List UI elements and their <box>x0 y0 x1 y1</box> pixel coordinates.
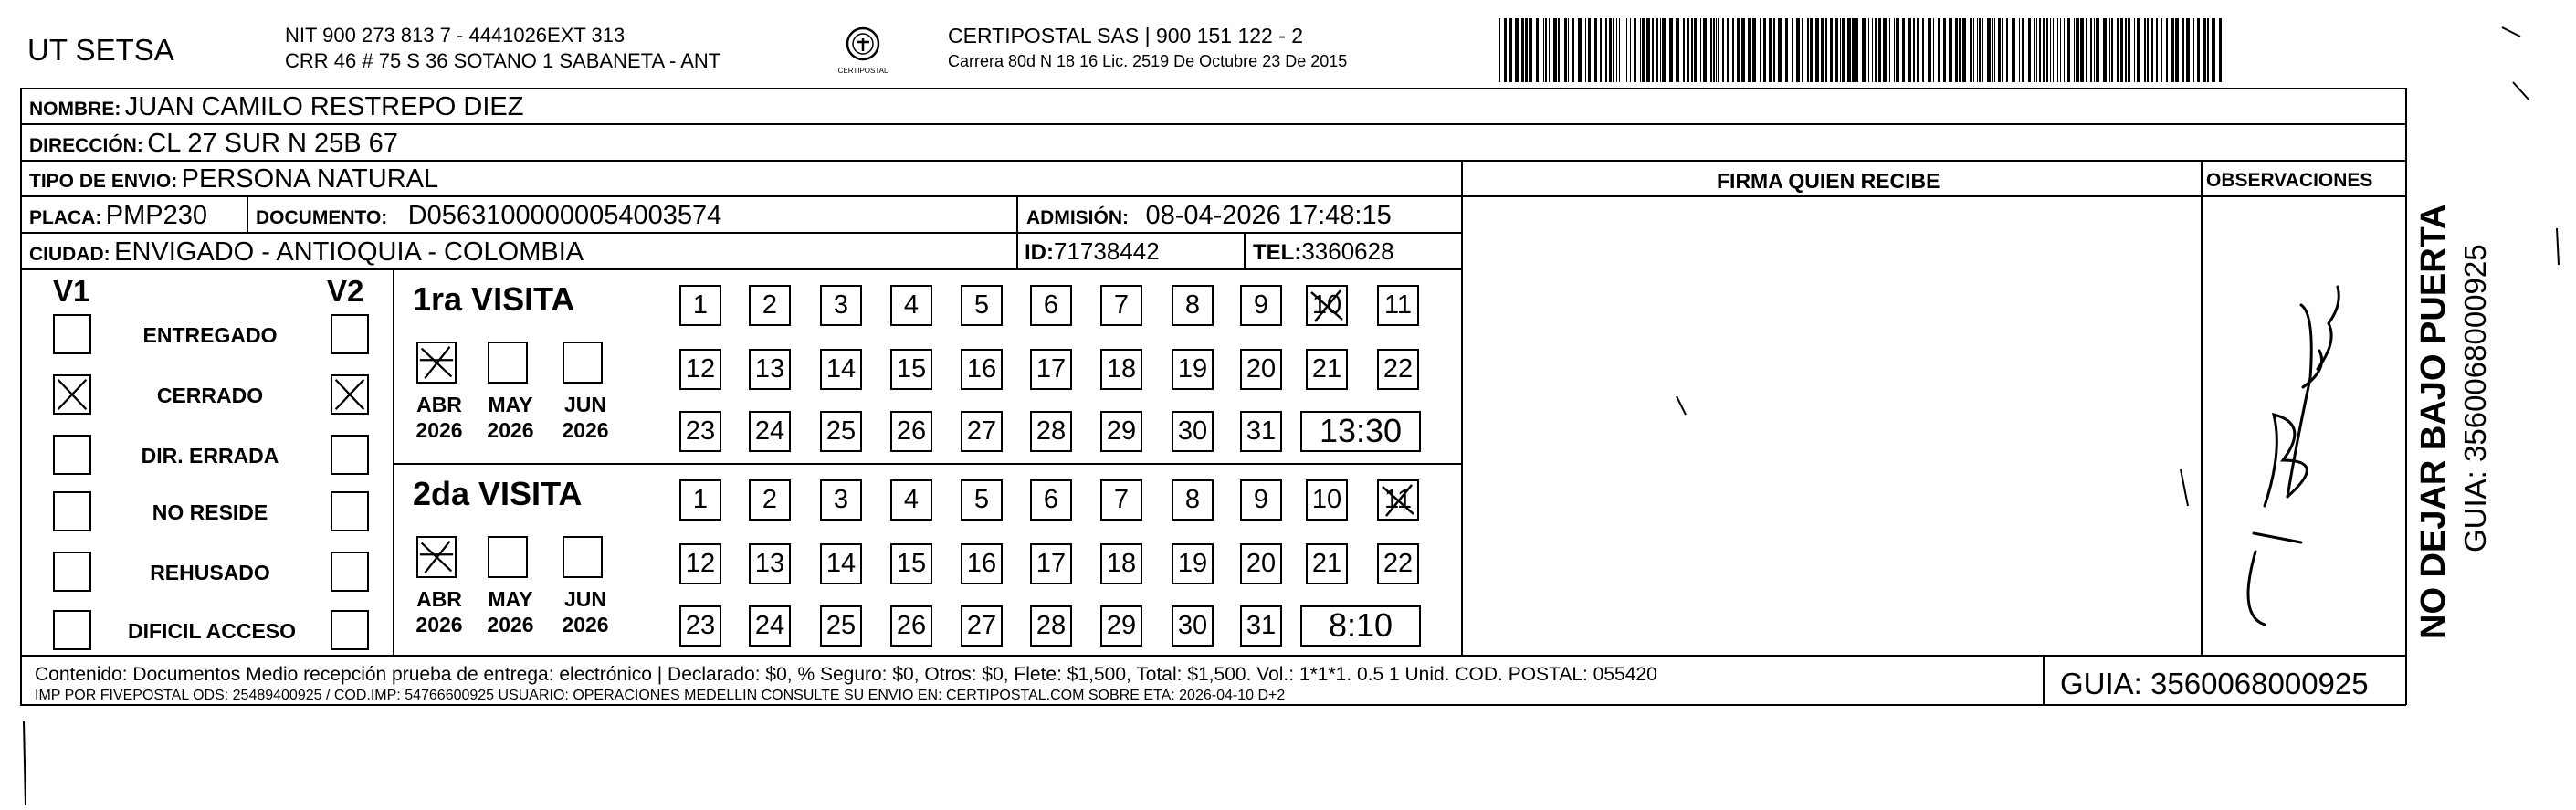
day-box[interactable]: 13 <box>749 349 791 390</box>
tel-label: TEL: <box>1253 240 1302 265</box>
day-box[interactable]: 2 <box>749 479 791 521</box>
day-box[interactable]: 14 <box>820 349 862 390</box>
admision-value: 08-04-2026 17:48:15 <box>1145 201 1392 230</box>
visit-year-label: 2026 <box>415 613 463 636</box>
day-box[interactable]: 3 <box>820 285 862 326</box>
day-box[interactable]: 31 <box>1240 605 1282 647</box>
status-option-label: NO RESIDE <box>152 500 268 524</box>
observaciones-header: OBSERVACIONES <box>2206 170 2373 191</box>
day-box[interactable]: 23 <box>679 605 721 647</box>
visit-year-label: 2026 <box>487 613 534 636</box>
status-v1-checkbox[interactable] <box>53 552 91 592</box>
visit-month-checkbox[interactable] <box>563 342 603 384</box>
day-box[interactable]: 4 <box>890 285 932 326</box>
ciudad-label: CIUDAD: <box>29 244 110 265</box>
day-box[interactable]: 27 <box>961 605 1003 647</box>
day-box[interactable]: 14 <box>820 543 862 584</box>
day-box[interactable]: 24 <box>749 605 791 647</box>
day-box[interactable]: 7 <box>1100 285 1142 326</box>
day-box[interactable]: 12 <box>679 543 721 584</box>
imp-line: IMP POR FIVEPOSTAL ODS: 25489400925 / COD.IMP: 54766600925 USUARIO: OPERACIONES MEDELLIN CONSULTE SU ENVIO EN: CERTIPOSTAL.COM SOBRE ETA: 2026-04-10 D+2 <box>35 688 1286 703</box>
visit-year-label: 2026 <box>487 418 534 442</box>
day-box[interactable]: 22 <box>1377 349 1419 390</box>
placa-value: PMP230 <box>105 201 208 230</box>
id-row <box>1025 239 1160 264</box>
direccion-value: CL 27 SUR N 25B 67 <box>147 129 398 158</box>
status-option-label: REHUSADO <box>150 561 270 584</box>
status-v2-checkbox[interactable] <box>331 374 369 415</box>
visit-month-label: JUN <box>563 587 606 611</box>
day-box[interactable]: 31 <box>1240 411 1282 452</box>
day-box[interactable]: 11 <box>1377 479 1419 521</box>
side-notice-wrapper <box>2409 91 2500 639</box>
ciudad-row <box>29 239 584 266</box>
day-box[interactable]: 20 <box>1240 543 1282 584</box>
admision-label: ADMISIÓN: <box>1026 207 1129 228</box>
day-box[interactable]: 24 <box>749 411 791 452</box>
tipo-row <box>29 166 438 193</box>
svg-text:CERTIPOSTAL: CERTIPOSTAL <box>838 67 888 75</box>
day-box[interactable]: 28 <box>1030 605 1072 647</box>
status-v1-checkbox[interactable] <box>53 374 91 415</box>
tel-row <box>1253 239 1394 264</box>
status-v1-checkbox[interactable] <box>53 610 91 650</box>
footer-guia: GUIA: 3560068000925 <box>2060 667 2369 700</box>
day-box[interactable]: 4 <box>890 479 932 521</box>
day-box[interactable]: 29 <box>1100 605 1142 647</box>
visit-month-checkbox[interactable] <box>488 342 528 384</box>
v2-header: V2 <box>327 274 364 308</box>
direccion-label: DIRECCIÓN: <box>29 135 143 156</box>
carrier-name: CERTIPOSTAL SAS | 900 151 122 - 2 <box>948 24 1304 47</box>
visit-title: 1ra VISITA <box>413 280 575 318</box>
day-box[interactable]: 26 <box>890 605 932 647</box>
company-nit: NIT 900 273 813 7 - 4441026EXT 313 <box>285 24 626 47</box>
day-box[interactable]: 3 <box>820 479 862 521</box>
barcode <box>1498 18 2228 82</box>
status-v2-checkbox[interactable] <box>331 610 369 650</box>
v1-header: V1 <box>53 274 90 308</box>
visit-month-checkbox[interactable] <box>416 536 457 578</box>
recipient-signature <box>1461 232 2201 655</box>
documento-row <box>256 203 721 229</box>
company-name: UT SETSA <box>27 33 174 67</box>
day-box[interactable]: 16 <box>961 349 1003 390</box>
tipo-label: TIPO DE ENVIO: <box>29 171 178 192</box>
id-label: ID: <box>1025 240 1054 265</box>
visit-year-label: 2026 <box>415 418 463 442</box>
day-box[interactable]: 21 <box>1306 543 1348 584</box>
day-box[interactable]: 30 <box>1172 605 1214 647</box>
day-box[interactable]: 16 <box>961 543 1003 584</box>
status-v1-checkbox[interactable] <box>53 435 91 475</box>
certipostal-logo <box>838 24 888 79</box>
status-v2-checkbox[interactable] <box>331 552 369 592</box>
placa-row <box>29 203 207 229</box>
status-v2-checkbox[interactable] <box>331 435 369 475</box>
visit-time[interactable]: 13:30 <box>1300 411 1421 452</box>
day-box[interactable]: 18 <box>1100 349 1142 390</box>
day-box[interactable]: 18 <box>1100 543 1142 584</box>
day-box[interactable]: 9 <box>1240 479 1282 521</box>
firma-header: FIRMA QUIEN RECIBE <box>1717 169 1940 193</box>
nombre-row <box>29 94 523 121</box>
day-box[interactable]: 8 <box>1172 285 1214 326</box>
day-box[interactable]: 29 <box>1100 411 1142 452</box>
status-option-label: DIFICIL ACCESO <box>128 619 297 643</box>
day-box[interactable]: 17 <box>1030 349 1072 390</box>
visit-month-label: ABR <box>416 587 462 611</box>
day-box[interactable]: 15 <box>890 543 932 584</box>
tel-value: 3360628 <box>1301 237 1394 265</box>
day-box[interactable]: 30 <box>1172 411 1214 452</box>
day-cross-mark <box>1377 479 1419 521</box>
status-v1-checkbox[interactable] <box>53 314 91 354</box>
status-option-label: CERRADO <box>156 384 264 407</box>
visit-year-label: 2026 <box>562 613 609 636</box>
day-box[interactable]: 28 <box>1030 411 1072 452</box>
day-box[interactable]: 20 <box>1240 349 1282 390</box>
placa-label: PLACA: <box>29 207 102 228</box>
visit-year-label: 2026 <box>562 418 609 442</box>
visit-title: 2da VISITA <box>413 475 583 512</box>
day-box[interactable]: 22 <box>1377 543 1419 584</box>
day-box[interactable]: 21 <box>1306 349 1348 390</box>
day-box[interactable]: 8 <box>1172 479 1214 521</box>
visit-month-checkbox[interactable] <box>488 536 528 578</box>
tipo-value: PERSONA NATURAL <box>181 164 439 194</box>
side-notice: NO DEJAR BAJO PUERTA <box>2414 204 2453 639</box>
status-option-label: ENTREGADO <box>142 323 278 347</box>
day-box[interactable]: 10 <box>1306 479 1348 521</box>
contenido-line: Contenido: Documentos Medio recepción prueba de entrega: electrónico | Declarado: $0, % Seguro: $0, Otros: $0, Flete: $1,500, Total: $1,500. Vol.: 1*1*1. 0.5 1 Unid. COD. POSTAL: 055420 <box>35 664 1657 685</box>
day-box[interactable]: 12 <box>679 349 721 390</box>
observaciones-signature <box>2201 232 2405 655</box>
visit-month-label: JUN <box>563 393 606 416</box>
side-guia: GUIA: 3560068000925 <box>2458 244 2492 552</box>
status-v1-checkbox[interactable] <box>53 491 91 531</box>
day-box[interactable]: 5 <box>961 479 1003 521</box>
visit-month-label: ABR <box>416 393 462 416</box>
day-box[interactable]: 10 <box>1306 285 1348 326</box>
day-box[interactable]: 25 <box>820 411 862 452</box>
day-box[interactable]: 19 <box>1172 349 1214 390</box>
day-box[interactable]: 19 <box>1172 543 1214 584</box>
visit-month-checkbox[interactable] <box>416 342 457 384</box>
day-box[interactable]: 26 <box>890 411 932 452</box>
documento-label: DOCUMENTO: <box>256 207 388 228</box>
documento-value: D05631000000054003574 <box>407 201 722 230</box>
day-box[interactable]: 9 <box>1240 285 1282 326</box>
day-box[interactable]: 6 <box>1030 479 1072 521</box>
day-box[interactable]: 23 <box>679 411 721 452</box>
visit-time[interactable]: 8:10 <box>1300 605 1421 647</box>
ciudad-value: ENVIGADO - ANTIOQUIA - COLOMBIA <box>114 237 584 267</box>
day-box[interactable]: 15 <box>890 349 932 390</box>
visit-month-label: MAY <box>488 587 533 611</box>
carrier-license: Carrera 80d N 18 16 Lic. 2519 De Octubre 23 De 2015 <box>948 52 1348 70</box>
visit-month-label: MAY <box>488 393 533 416</box>
status-v2-checkbox[interactable] <box>331 314 369 354</box>
day-box[interactable]: 17 <box>1030 543 1072 584</box>
day-box[interactable]: 1 <box>679 285 721 326</box>
day-box[interactable]: 5 <box>961 285 1003 326</box>
day-box[interactable]: 7 <box>1100 479 1142 521</box>
direccion-row <box>29 131 398 157</box>
company-address: CRR 46 # 75 S 36 SOTANO 1 SABANETA - ANT <box>285 49 721 72</box>
nombre-label: NOMBRE: <box>29 99 121 120</box>
status-option-label: DIR. ERRADA <box>141 444 279 468</box>
day-box[interactable]: 27 <box>961 411 1003 452</box>
admision-row <box>1026 203 1392 229</box>
day-box[interactable]: 11 <box>1377 285 1419 326</box>
day-box[interactable]: 1 <box>679 479 721 521</box>
day-box[interactable]: 6 <box>1030 285 1072 326</box>
nombre-value: JUAN CAMILO RESTREPO DIEZ <box>124 92 524 121</box>
day-box[interactable]: 13 <box>749 543 791 584</box>
visit-month-checkbox[interactable] <box>563 536 603 578</box>
day-box[interactable]: 25 <box>820 605 862 647</box>
day-box[interactable]: 2 <box>749 285 791 326</box>
status-v2-checkbox[interactable] <box>331 491 369 531</box>
id-value: 71738442 <box>1054 237 1160 265</box>
day-cross-mark <box>1306 285 1348 326</box>
